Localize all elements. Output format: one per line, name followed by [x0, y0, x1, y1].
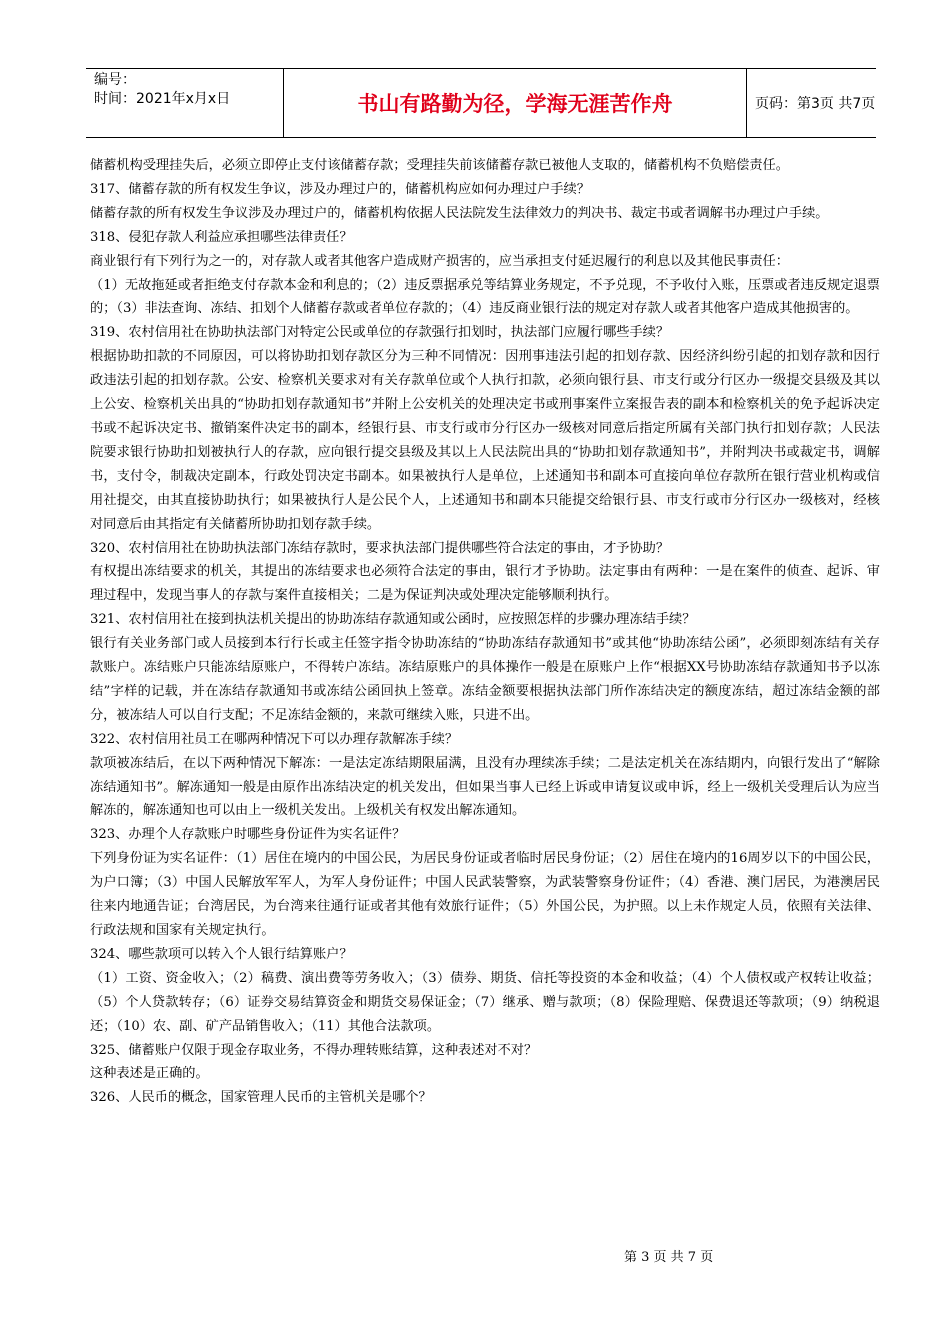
answer-322: 款项被冻结后，在以下两种情况下解冻：一是法定冻结期限届满，且没有办理续冻手续；二是法定机关在冻结期内，向银行发出了“解除冻结通知书”。解冻通知一般是由原作出冻结决定的机关发出，但如果当事人已经上诉或申请复议或申诉，经上一级机关受理后认为应当解冻的，解冻通知也可以由上一级机关发出。上级机关有权发出解冻通知。	[90, 755, 880, 819]
answer-324: （1）工资、资金收入；（2）稿费、演出费等劳务收入；（3）债券、期货、信托等投资的本金和收益；（4）个人债权或产权转让收益；（5）个人贷款转存；（6）证券交易结算资金和期货交易保证金；（7）继承、赠与款项；（8）保险理赔、保费退还等款项；（9）纳税退还；（10）农、副、矿产品销售收入；（11）其他合法款项。	[90, 970, 880, 1034]
answer-317: 储蓄存款的所有权发生争议涉及办理过户的，储蓄机构依据人民法院发生法律效力的判决书、裁定书或者调解书办理过户手续。	[90, 205, 829, 221]
question-324: 324、哪些款项可以转入个人银行结算账户？	[90, 946, 353, 962]
document-time-label: 时间：2021年x月x日	[94, 91, 231, 107]
answer-320: 有权提出冻结要求的机关，其提出的冻结要求也必须符合法定的事由，银行才予协助。法定事由有两种：一是在案件的侦查、起诉、审理过程中，发现当事人的存款与案件直接相关；二是为保证判决或处理决定能够顺利执行。	[90, 564, 880, 604]
question-318: 318、侵犯存款人利益应承担哪些法律责任？	[90, 229, 353, 245]
header-meta	[86, 69, 284, 137]
answer-318-intro: 商业银行有下列行为之一的，对存款人或者其他客户造成财产损害的，应当承担支付延迟履行的利息以及其他民事责任：	[90, 253, 789, 269]
header-page-label: 页码：第3页 共7页	[755, 96, 876, 112]
body-paragraph: 储蓄机构受理挂失后，必须立即停止支付该储蓄存款；受理挂失前该储蓄存款已被他人支取的，储蓄机构不负赔偿责任。	[90, 158, 789, 173]
answer-323: 下列身份证为实名证件：（1）居住在境内的中国公民，为居民身份证或者临时居民身份证；（2）居住在境内的16周岁以下的中国公民，为户口簿；（3）中国人民解放军军人，为军人身份证件；中国人民武装警察，为武装警察身份证件；（4）香港、澳门居民，为港澳居民往来内地通告证；台湾居民，为台湾来往通行证或者其他有效旅行证件；（5）外国公民，为护照。以上未作规定人员，依照有关法律、行政法规和国家有关规定执行。	[90, 851, 880, 938]
document-body	[90, 154, 880, 1110]
question-320: 320、农村信用社在协助执法部门冻结存款时，要求执法部门提供哪些符合法定的事由，才予协助？	[90, 540, 670, 556]
answer-319: 根据协助扣款的不同原因，可以将协助扣划存款区分为三种不同情况：因刑事违法引起的扣划存款、因经济纠纷引起的扣划存款和因行政违法引起的扣划存款。公安、检察机关要求对有关存款单位或个人执行扣款，必须向银行县、市支行或分行区办一级提交县级及其以上公安、检察机关出具的“协助扣划存款通知书”并附上公安机关的处理决定书或刑事案件立案报告表的副本和检察机关的免予起诉决定书或不起诉决定书、撤销案件决定书的副本，经银行县、市支行或市分行区办一级核对同意后指定所属有关部门执行扣划存款；人民法院要求银行协助扣划被执行人的存款，应向银行提交县级及其以上人民法院出具的“协助扣划存款通知书”，并附判决书或裁定书，调解书，支付令，制裁决定副本，行政处罚决定书副本。如果被执行人是单位，上述通知书和副本可直接向单位存款所在银行营业机构或信用社提交，由其直接协助执行；如果被执行人是公民个人，上述通知书和副本只能提交给银行县、市支行或市分行区办一级核对，经核对同意后由其指定有关储蓄所协助扣划存款手续。	[90, 349, 880, 532]
header-motto: 书山有路勤为径，学海无涯苦作舟	[284, 69, 747, 137]
answer-325: 这种表述是正确的。	[90, 1066, 209, 1082]
page-footer: 第 3 页 共 7 页	[624, 1250, 714, 1265]
question-323: 323、办理个人存款账户时哪些身份证件为实名证件？	[90, 827, 406, 843]
header-table	[86, 68, 876, 138]
question-322: 322、农村信用社员工在哪两种情况下可以办理存款解冻手续？	[90, 731, 459, 747]
question-325: 325、储蓄账户仅限于现金存取业务，不得办理转账结算，这种表述对不对？	[90, 1042, 538, 1058]
answer-318-list: （1）无故拖延或者拒绝支付存款本金和利息的；（2）违反票据承兑等结算业务规定，不予兑现，不予收付入账，压票或者违反规定退票的；（3）非法查询、冻结、扣划个人储蓄存款或者单位存款的；（4）违反商业银行法的规定对存款人或者其他客户造成其他损害的。	[90, 277, 880, 317]
question-319: 319、农村信用社在协助执法部门对特定公民或单位的存款强行扣划时，执法部门应履行哪些手续？	[90, 325, 670, 341]
answer-321: 银行有关业务部门或人员接到本行行长或主任签字指令协助冻结的“协助冻结存款通知书”或其他“协助冻结公函”，必须即刻冻结有关存款账户。冻结账户只能冻结原账户，不得转户冻结。冻结原账户的具体操作一般是在原账户上作“根据XX号协助冻结存款通知书予以冻结”字样的记载，并在冻结存款通知书或冻结公函回执上签章。冻结金额要根据执法部门所作冻结决定的额度冻结，超过冻结金额的部分，被冻结人可以自行支配；不足冻结金额的，来款可继续入账，只进不出。	[90, 636, 880, 723]
question-321: 321、农村信用社在接到执法机关提出的协助冻结存款通知或公函时，应按照怎样的步骤办理冻结手续？	[90, 612, 696, 628]
question-317: 317、储蓄存款的所有权发生争议，涉及办理过户的，储蓄机构应如何办理过户手续？	[90, 181, 590, 197]
document-number-label: 编号：	[94, 72, 136, 88]
question-326: 326、人民币的概念，国家管理人民币的主管机关是哪个？	[90, 1090, 432, 1106]
